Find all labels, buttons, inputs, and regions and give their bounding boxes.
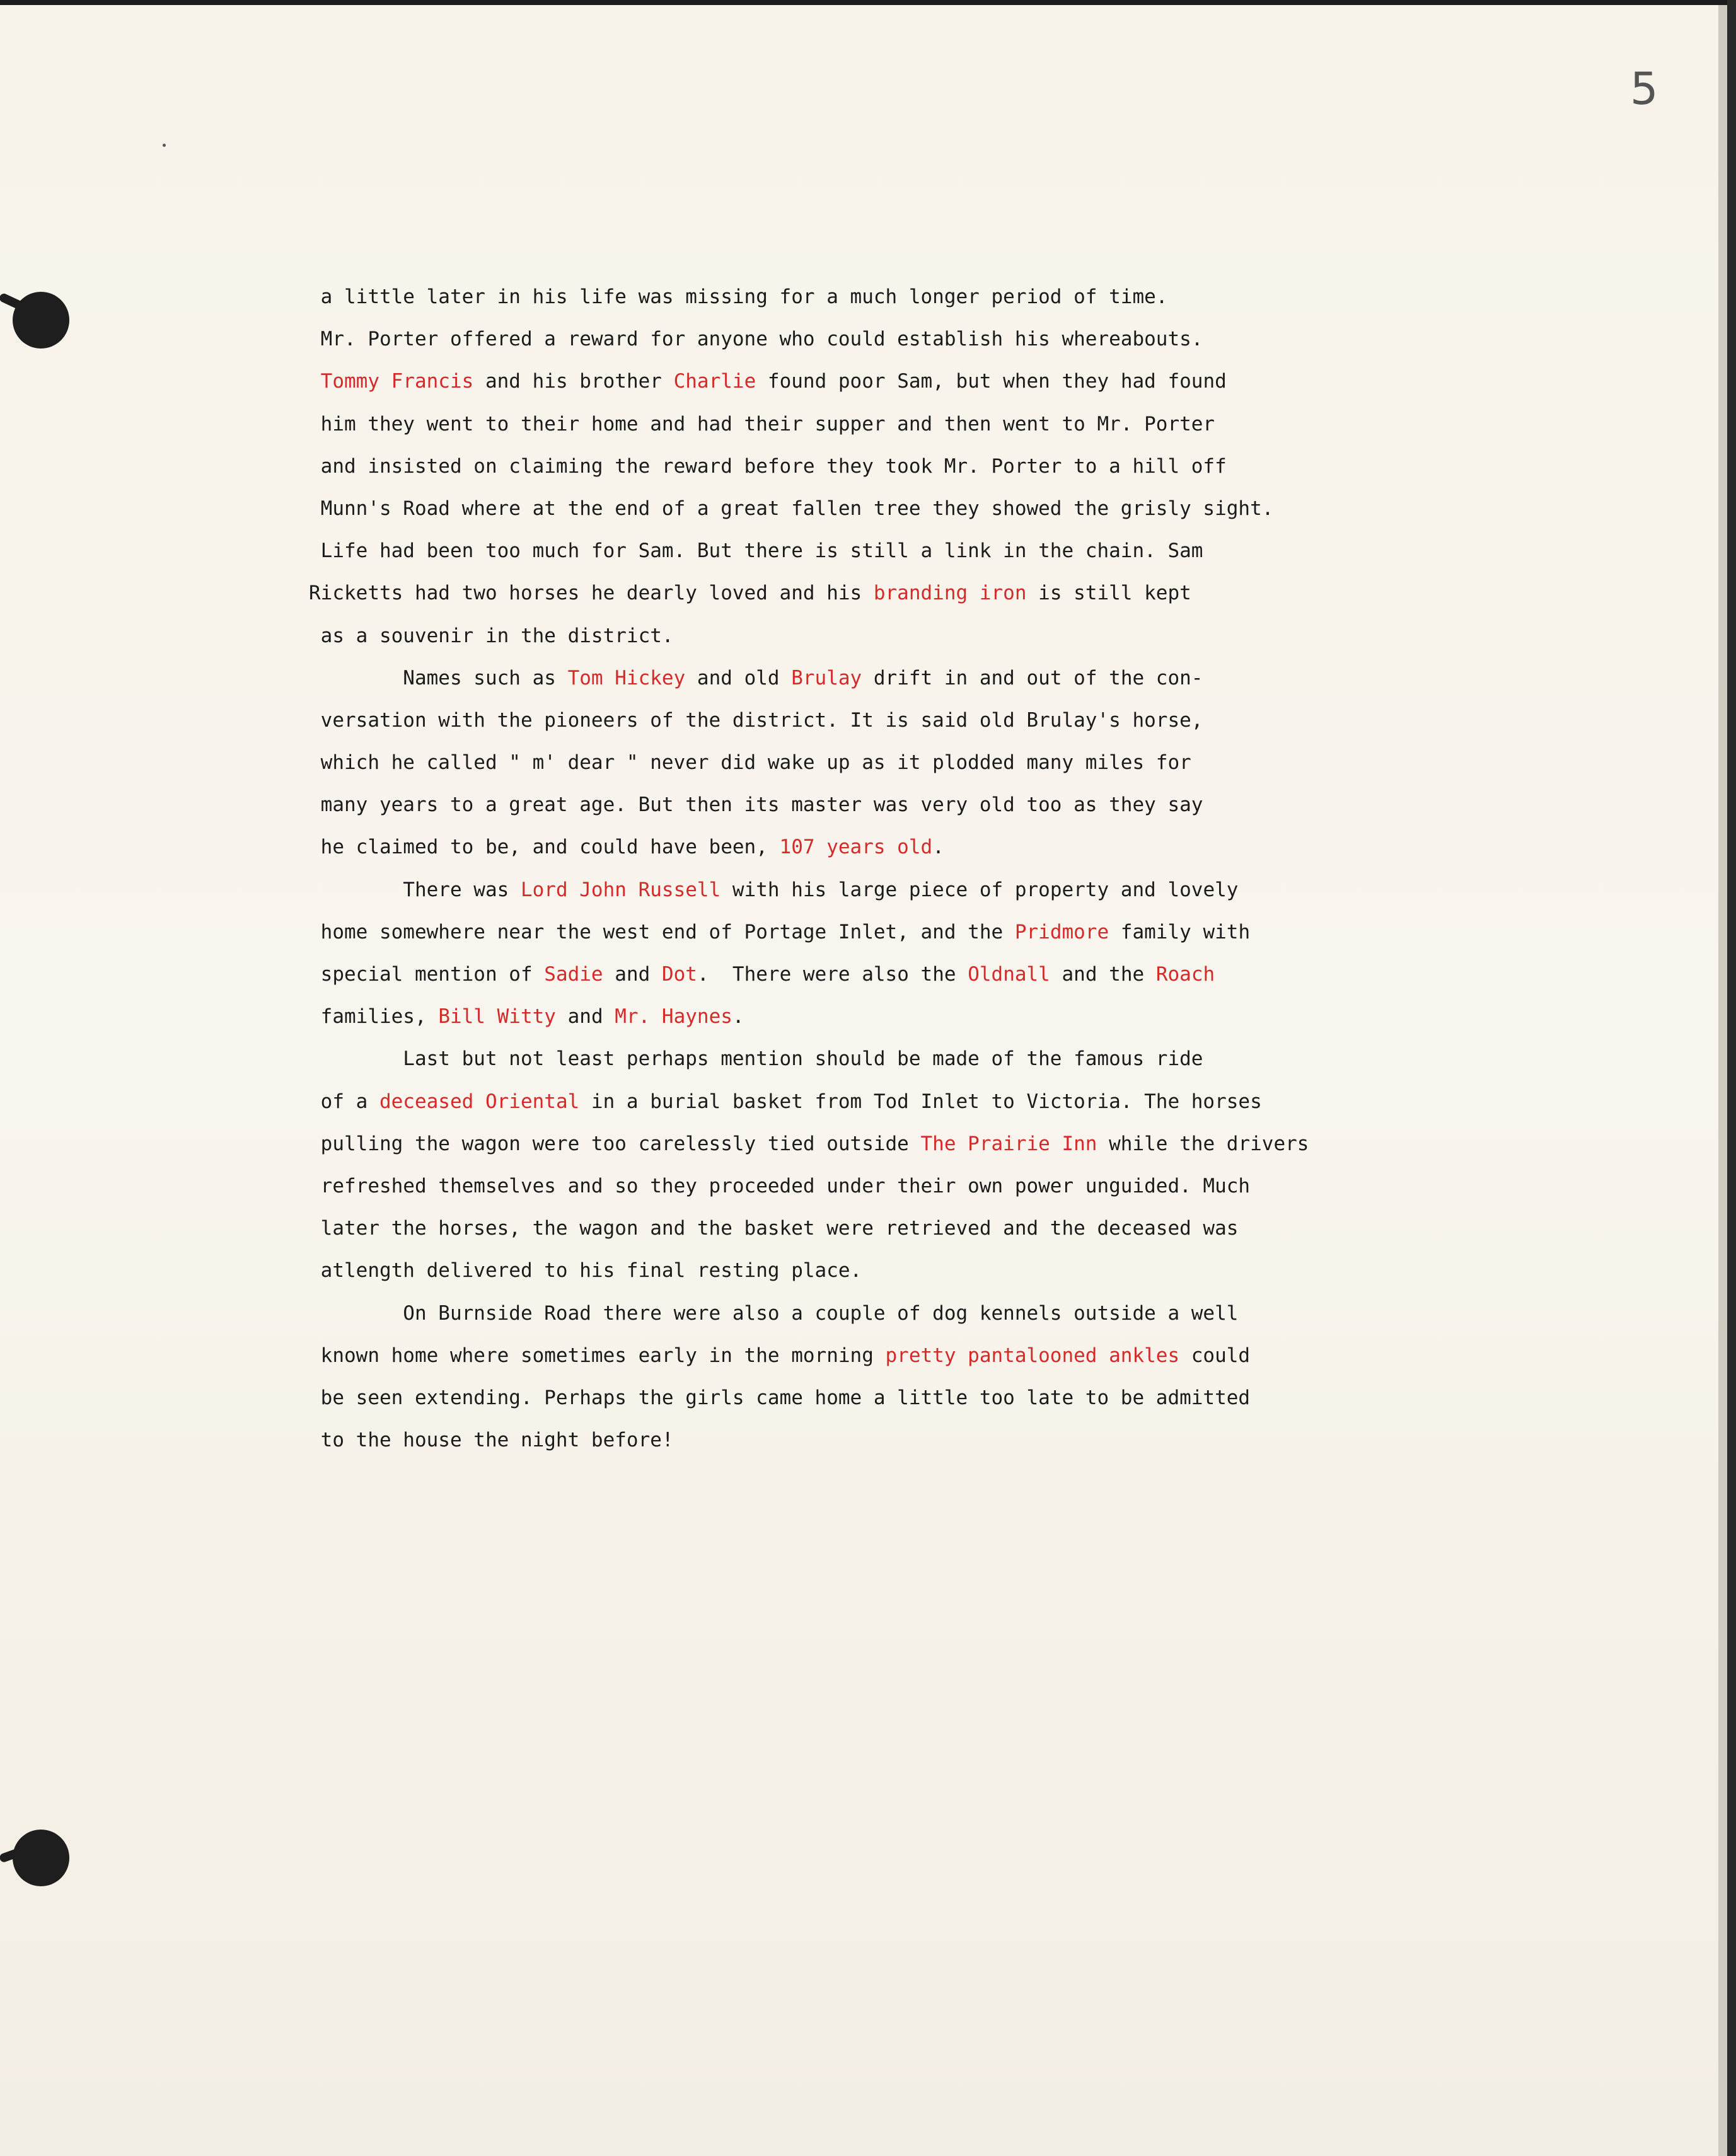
text-segment: and insisted on claiming the reward before they took Mr. Porter to a hill off [309, 454, 1227, 478]
text-segment: versation with the pioneers of the district. It is said old Brulay's horse, [309, 708, 1203, 732]
text-segment: later the horses, the wagon and the basket were retrieved and the deceased was [309, 1217, 1239, 1240]
highlighted-name: Charlie [673, 370, 756, 393]
text-segment: special mention of [309, 963, 545, 986]
text-segment: known home where sometimes early in the morning [309, 1344, 886, 1367]
text-segment: and [603, 963, 662, 986]
highlighted-name: The Prairie Inn [920, 1132, 1097, 1155]
text-segment: refreshed themselves and so they proceeded under their own power unguided. Much [309, 1174, 1251, 1197]
binder-hole-bottom [13, 1830, 69, 1886]
highlighted-name: pretty pantalooned ankles [885, 1344, 1180, 1367]
binder-hole-top [13, 292, 69, 349]
text-line [309, 488, 1393, 530]
page-edge [1718, 5, 1727, 2156]
text-segment: . There were also the [697, 963, 968, 986]
text-segment: pulling the wagon were too carelessly tied outside [309, 1132, 921, 1155]
highlighted-name: Bill Witty [438, 1005, 556, 1029]
text-segment: On Burnside Road there were also a couple of dog kennels outside a well [309, 1301, 1239, 1325]
text-segment: drift in and out of the con- [862, 666, 1203, 689]
text-segment: in a burial basket from Tod Inlet to Victoria. The horses [579, 1090, 1262, 1113]
highlighted-name: Mr. Haynes [615, 1005, 732, 1029]
highlighted-name: Tom Hickey [567, 666, 686, 689]
text-segment: Names such as [309, 666, 568, 689]
text-line [309, 572, 1393, 614]
text-line [309, 615, 1393, 657]
text-line [309, 530, 1393, 572]
text-segment: he claimed to be, and could have been, [309, 836, 780, 859]
text-line [309, 1165, 1393, 1208]
text-segment: atlength delivered to his final resting place. [309, 1259, 862, 1283]
text-segment: as a souvenir in the district. [309, 624, 674, 647]
text-segment: Munn's Road where at the end of a great fallen tree they showed the grisly sight. [309, 497, 1274, 520]
text-line [309, 1293, 1393, 1335]
text-segment: and [555, 1005, 615, 1029]
text-line [309, 911, 1393, 954]
text-segment: family with [1109, 920, 1251, 943]
text-line [309, 657, 1393, 700]
text-segment: and the [1050, 963, 1156, 986]
paper-speck [163, 144, 166, 147]
highlighted-name: Dot [661, 963, 697, 986]
text-segment: while the drivers [1097, 1132, 1309, 1155]
text-line [309, 1081, 1393, 1123]
highlighted-name: Sadie [544, 963, 603, 986]
text-line [309, 954, 1393, 996]
text-line [309, 784, 1393, 826]
text-segment: which he called " m' dear " never did wake up as it plodded many miles for [309, 751, 1191, 775]
highlighted-name: deceased Oriental [379, 1090, 580, 1113]
text-line [309, 1377, 1393, 1419]
text-line [309, 403, 1393, 446]
text-segment: him they went to their home and had their supper and then went to Mr. Porter [309, 412, 1215, 435]
text-segment: There was [309, 878, 521, 901]
text-segment: many years to a great age. But then its master was very old too as they say [309, 793, 1203, 817]
text-line [309, 276, 1393, 318]
text-line [309, 1419, 1393, 1461]
text-line [309, 1123, 1393, 1165]
highlighted-name: 107 years old [779, 836, 933, 859]
text-line [309, 318, 1393, 360]
text-segment: found poor Sam, but when they had found [756, 370, 1227, 393]
text-line [309, 360, 1393, 403]
text-segment: of a [309, 1090, 379, 1113]
text-line [309, 742, 1393, 784]
text-line [309, 1250, 1393, 1292]
text-segment: Life had been too much for Sam. But there is still a link in the chain. Sam [309, 539, 1203, 563]
text-segment: is still kept [1026, 582, 1191, 605]
text-line [309, 1208, 1393, 1250]
text-segment: Ricketts had two horses he dearly loved and his [309, 582, 874, 605]
text-segment: be seen extending. Perhaps the girls came home a little too late to be admitted [309, 1386, 1251, 1409]
text-line [309, 446, 1393, 488]
typewritten-body [309, 276, 1393, 1461]
text-line [309, 826, 1393, 868]
highlighted-name: Lord John Russell [520, 878, 721, 901]
text-segment: Mr. Porter offered a reward for anyone who could establish his whereabouts. [309, 328, 1203, 351]
highlighted-name: Tommy Francis [320, 370, 474, 393]
highlighted-name: Oldnall [968, 963, 1050, 986]
text-segment: . [732, 1005, 744, 1029]
text-segment: . [932, 836, 944, 859]
text-line [309, 869, 1393, 911]
text-segment: and old [685, 666, 792, 689]
text-line [309, 996, 1393, 1038]
text-segment: to the house the night before! [309, 1429, 674, 1452]
page-number: 5 [1630, 63, 1658, 115]
highlighted-name: Brulay [791, 666, 862, 689]
text-segment: could [1179, 1344, 1251, 1367]
text-segment: and his brother [473, 370, 674, 393]
text-segment [309, 370, 321, 393]
text-segment: with his large piece of property and lovely [720, 878, 1239, 901]
highlighted-name: branding iron [873, 582, 1027, 605]
highlighted-name: Roach [1155, 963, 1215, 986]
text-segment: home somewhere near the west end of Portage Inlet, and the [309, 920, 1015, 943]
text-line [309, 1038, 1393, 1080]
highlighted-name: Pridmore [1014, 920, 1109, 943]
text-segment: Last but not least perhaps mention should be made of the famous ride [309, 1047, 1203, 1071]
text-segment: a little later in his life was missing for a much longer period of time. [309, 285, 1168, 308]
text-line [309, 1335, 1393, 1377]
text-line [309, 700, 1393, 742]
text-segment: families, [309, 1005, 439, 1029]
